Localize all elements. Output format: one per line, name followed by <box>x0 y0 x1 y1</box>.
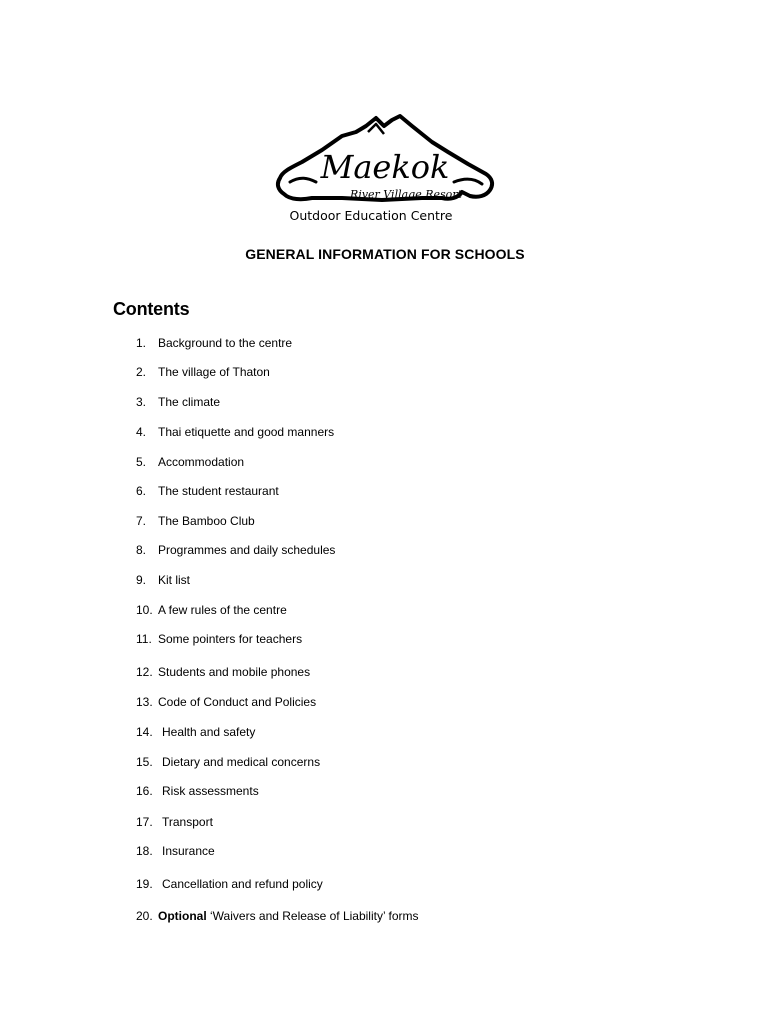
toc-text: Dietary and medical concerns <box>162 755 321 769</box>
toc-item <box>136 784 259 798</box>
toc-text: Students and mobile phones <box>158 665 311 679</box>
toc-number: 4. <box>136 425 147 439</box>
toc-text: Transport <box>162 815 213 829</box>
toc-item <box>136 632 302 646</box>
toc-number: 16. <box>136 784 153 798</box>
toc-text: Accommodation <box>158 455 245 469</box>
toc-item <box>136 877 323 891</box>
toc-item <box>136 455 244 469</box>
toc-number: 19. <box>136 877 153 891</box>
toc-text: ‘Waivers and Release of Liability’ forms <box>206 909 419 923</box>
logo-brand: Maekok <box>320 148 450 186</box>
toc-text: Background to the centre <box>158 336 293 350</box>
toc-number: 18. <box>136 844 153 858</box>
toc-item <box>136 725 255 739</box>
toc-number: 13. <box>136 695 153 709</box>
toc-item <box>136 815 213 829</box>
toc-item <box>136 336 292 350</box>
toc-text: The student restaurant <box>158 484 279 498</box>
logo-subtitle: River Village Resort <box>350 188 462 201</box>
maekok-logo <box>272 112 498 228</box>
toc-text: Some pointers for teachers <box>158 632 303 646</box>
page-title: GENERAL INFORMATION FOR SCHOOLS <box>245 246 525 262</box>
toc-text: The Bamboo Club <box>158 514 255 528</box>
toc-item <box>136 425 334 439</box>
logo-tagline: Outdoor Education Centre <box>289 208 453 223</box>
toc-text: Cancellation and refund policy <box>162 877 323 891</box>
toc-number: 7. <box>136 514 147 528</box>
toc-number: 12. <box>136 665 153 679</box>
toc-number: 14. <box>136 725 153 739</box>
toc-text: The climate <box>158 395 221 409</box>
toc-text: Kit list <box>158 573 191 587</box>
toc-number: 15. <box>136 755 153 769</box>
toc-item <box>136 755 320 769</box>
toc-text: The village of Thaton <box>158 365 270 379</box>
toc-number: 8. <box>136 543 147 557</box>
toc-text: Thai etiquette and good manners <box>158 425 335 439</box>
toc-text: Health and safety <box>162 725 256 739</box>
toc-text: A few rules of the centre <box>158 603 287 617</box>
toc-text: Programmes and daily schedules <box>158 543 336 557</box>
toc-optional-label: Optional <box>158 909 207 923</box>
toc-item <box>136 573 190 587</box>
toc-item <box>136 514 255 528</box>
toc-item <box>136 603 287 617</box>
toc-number: 5. <box>136 455 147 469</box>
toc-item <box>136 695 316 709</box>
toc-number: 17. <box>136 815 153 829</box>
toc-number: 11. <box>136 632 152 646</box>
toc-number: 6. <box>136 484 147 498</box>
contents-heading: Contents <box>113 299 190 319</box>
toc-number: 9. <box>136 573 147 587</box>
toc-number: 20. <box>136 909 153 923</box>
toc-number: 1. <box>136 336 147 350</box>
toc-number: 10. <box>136 603 153 617</box>
toc-text: Insurance <box>162 844 215 858</box>
toc-item <box>136 484 279 498</box>
toc-text: Code of Conduct and Policies <box>158 695 317 709</box>
toc-item <box>136 543 335 557</box>
toc-item <box>136 909 419 923</box>
toc-number: 2. <box>136 365 147 379</box>
toc-item <box>136 365 270 379</box>
toc-item <box>136 844 215 858</box>
toc-item <box>136 665 310 679</box>
toc-item <box>136 395 220 409</box>
mountain-logo-graphic <box>272 112 498 228</box>
toc-text: Risk assessments <box>162 784 259 798</box>
toc-number: 3. <box>136 395 147 409</box>
